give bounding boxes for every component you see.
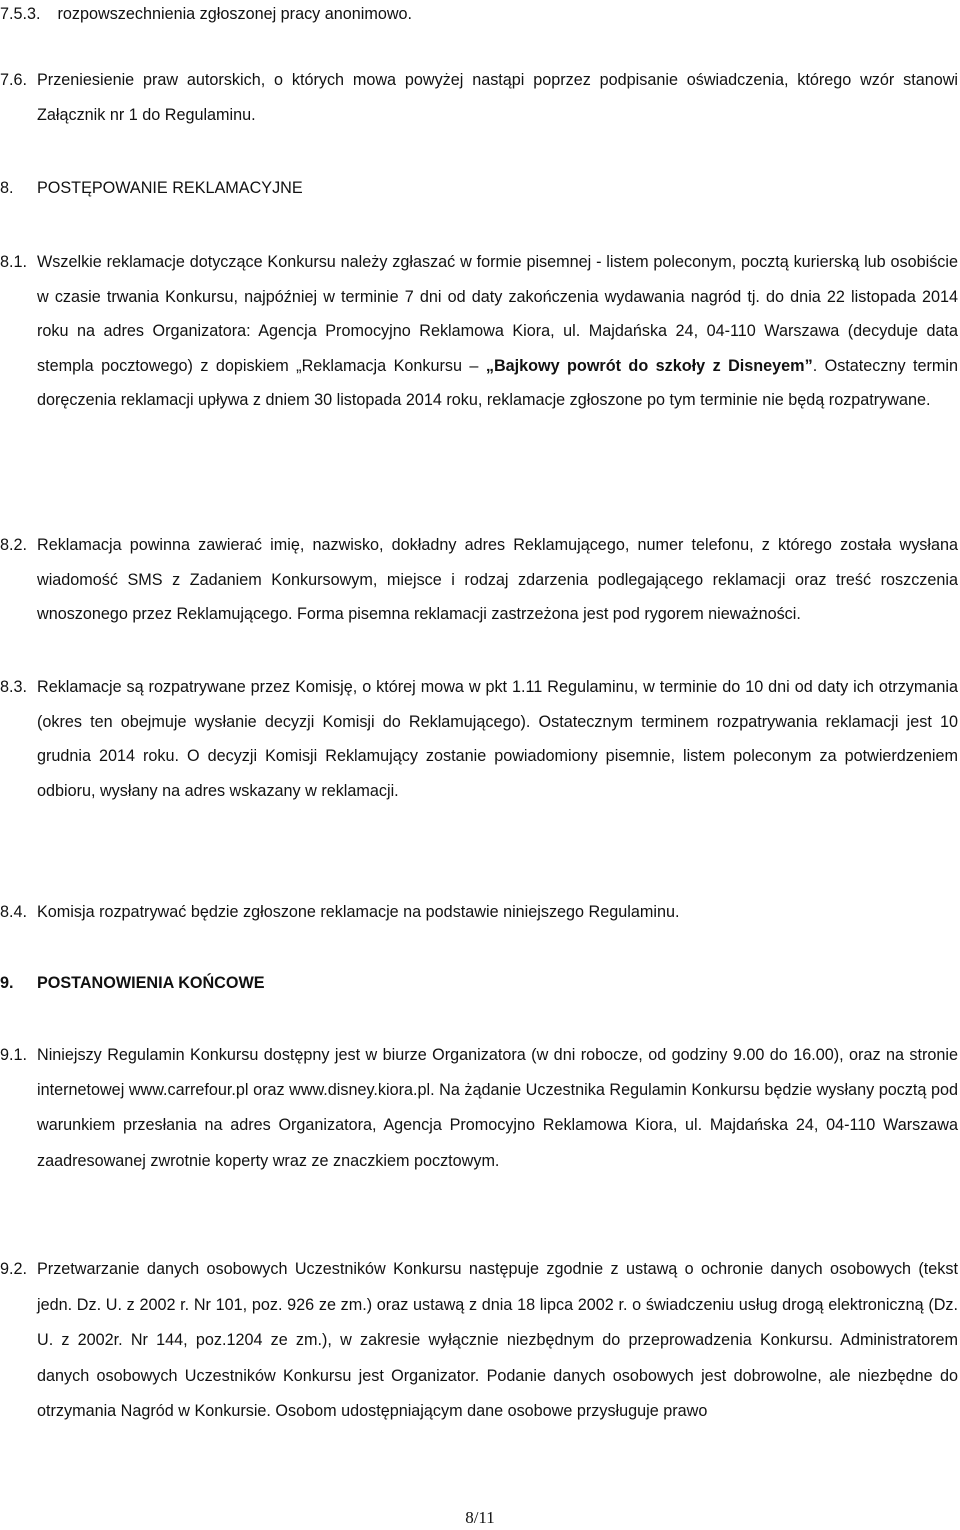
text-part: . Ostateczny termin doręczenia reklamacji upływa z dniem 30 listopada 2014 roku, reklamacje zgłoszone po tym terminie nie będą rozpatrywane. xyxy=(37,356,959,409)
section-number: 9.1. xyxy=(0,1046,28,1064)
paragraph xyxy=(0,0,958,32)
paragraph-text: Przeniesienie praw autorskich, o których mowa powyżej nastąpi poprzez podpisanie oświadczenia, którego wzór stanowi Załącznik nr 1 do Regulaminu. xyxy=(37,71,958,124)
section-8-2 xyxy=(0,528,958,632)
paragraph-text: rozpowszechnienia zgłoszonej pracy anonimowo. xyxy=(57,5,413,23)
section-number: 9. xyxy=(0,974,14,992)
paragraph-text: Niniejszy Regulamin Konkursu dostępny jest w biurze Organizatora (w dni robocze, od godziny 9.00 do 16.00), oraz na stronie internetowej www.carrefour.pl oraz www.disney.kiora.pl. Na żądanie Uczestnika Regulamin Konkursu będzie wysłany pocztą pod warunkiem przesłania na adres Organizatora, Agencja Promocyjno Reklamowa Kiora, ul. Majdańska 24, 04-110 Warszawa zaadresowanej zwrotnie koperty wraz ze znaczkiem pocztowym. xyxy=(37,1046,958,1170)
paragraph-text xyxy=(37,245,958,418)
section-number: 8.1. xyxy=(0,253,28,271)
section-heading: POSTANOWIENIA KOŃCOWE xyxy=(37,974,265,992)
paragraph-text: Przetwarzanie danych osobowych Uczestników Konkursu następuje zgodnie z ustawą o ochronie danych osobowych (tekst jedn. Dz. U. z 2002 r. Nr 101, poz. 926 ze zm.) oraz ustawą z dnia 18 lipca 2002 r. o świadczeniu usług drogą elektroniczną (Dz. U. z 2002r. Nr 144, poz.1204 ze zm.), w zakresie wyłącznie niezbędnym do przeprowadzenia Konkursu. Administratorem danych osobowych Uczestników Konkursu jest Organizator. Podanie danych osobowych jest dobrowolne, ale niezbędne do otrzymania Nagród w Konkursie. Osobom udostępniającym dane osobowe przysługuje prawo xyxy=(37,1260,958,1421)
section-8-1 xyxy=(0,245,958,418)
contest-name: „Bajkowy powrót do szkoły z Disneyem” xyxy=(485,356,813,375)
section-number: 7.5.3. xyxy=(0,5,41,23)
section-number: 8. xyxy=(0,179,14,197)
paragraph-text: Komisja rozpatrywać będzie zgłoszone reklamacje na podstawie niniejszego Regulaminu. xyxy=(37,903,680,921)
text-part: Wszelkie reklamacje dotyczące Konkursu należy zgłaszać w formie pisemnej - listem poleconym, pocztą kurierską lub osobiście w czasie trwania Konkursu, najpóźniej w terminie 7 dni od daty zakończenia wydawania nagród tj. do dnia 22 listopada 2014 roku na adres Organizatora: Agencja Promocyjno Reklamowa Kiora, ul. Majdańska 24, 04-110 Warszawa (decyduje data stempla pocztowego) z dopiskiem „Reklamacja Konkursu – xyxy=(37,253,958,375)
section-number: 8.3. xyxy=(0,678,28,696)
section-7-5-3 xyxy=(0,0,958,32)
section-heading: POSTĘPOWANIE REKLAMACYJNE xyxy=(37,179,303,197)
section-8-4 xyxy=(0,895,958,930)
section-9-heading xyxy=(0,966,958,1001)
section-9-2 xyxy=(0,1252,958,1430)
section-number: 7.6. xyxy=(0,71,28,89)
paragraph-text: Reklamacje są rozpatrywane przez Komisję, o której mowa w pkt 1.11 Regulaminu, w terminie do 10 dni od daty ich otrzymania (okres ten obejmuje wysłanie decyzji Komisji do Reklamującego). Ostatecznym terminem rozpatrywania reklamacji jest 10 grudnia 2014 roku. O decyzji Komisji Reklamujący zostanie powiadomiony pisemnie, listem poleconym za potwierdzeniem odbioru, wysłany na adres wskazany w reklamacji. xyxy=(37,678,958,800)
section-number: 8.4. xyxy=(0,903,28,921)
paragraph-text: Reklamacja powinna zawierać imię, nazwisko, dokładny adres Reklamującego, numer telefonu, z którego została wysłana wiadomość SMS z Zadaniem Konkursowym, miejsce i rodzaj zdarzenia podlegającego reklamacji oraz treść roszczenia wnoszonego przez Reklamującego. Forma pisemna reklamacji zastrzeżona jest pod rygorem nieważności. xyxy=(37,536,958,623)
section-9-1 xyxy=(0,1038,958,1179)
section-number: 8.2. xyxy=(0,536,28,554)
section-7-6 xyxy=(0,63,958,132)
page-number: 8/11 xyxy=(465,1508,495,1527)
section-8-heading xyxy=(0,171,958,206)
section-number: 9.2. xyxy=(0,1260,28,1278)
section-8-3 xyxy=(0,670,958,808)
